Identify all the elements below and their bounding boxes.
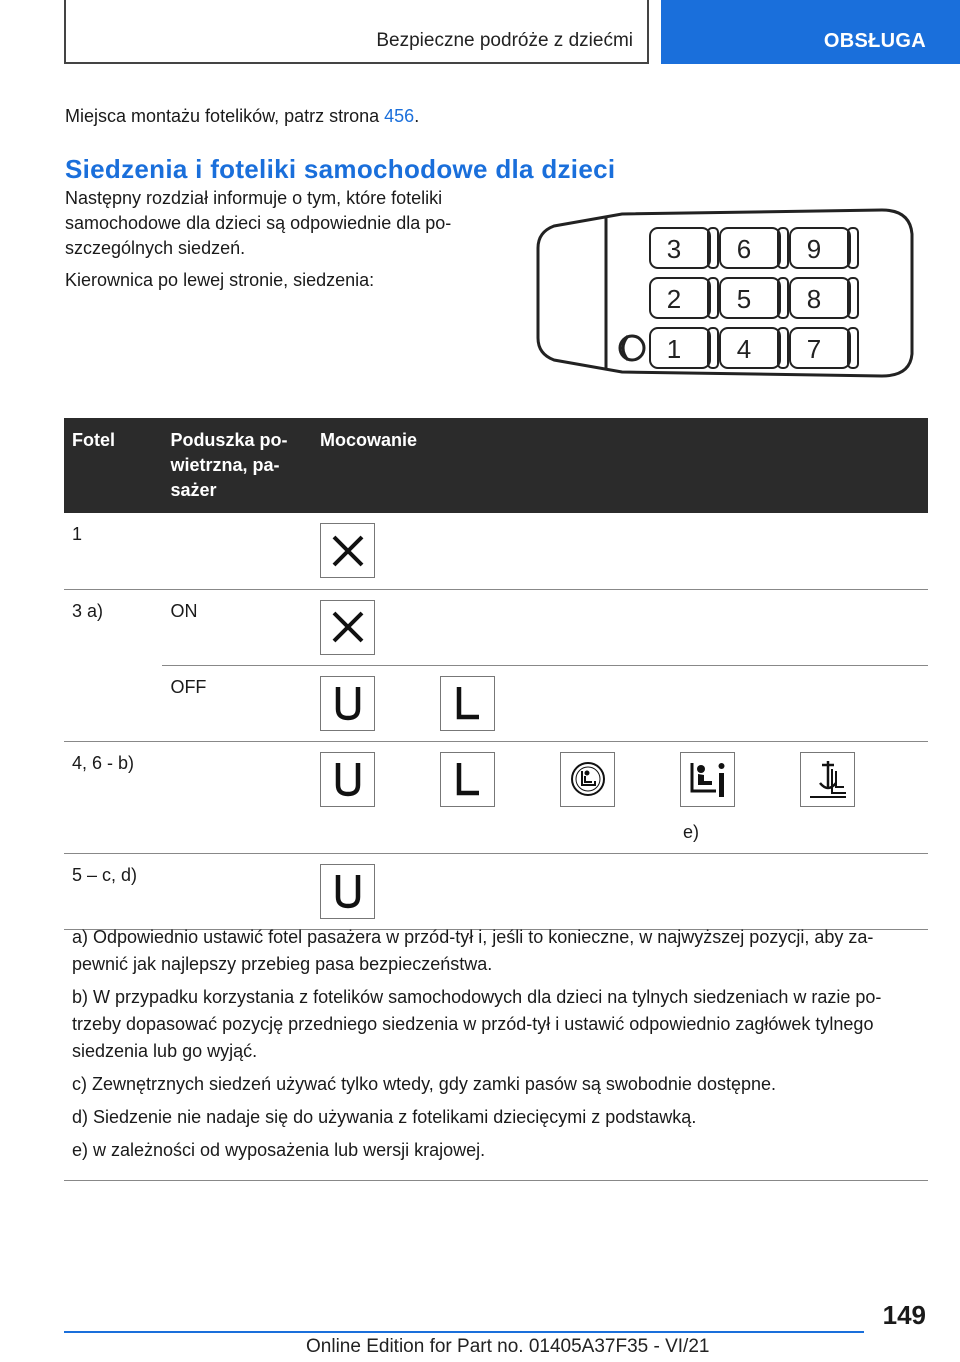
seat-number: 2 bbox=[666, 284, 682, 314]
header-airbag: Poduszka po- wietrzna, pa- sażer bbox=[162, 418, 312, 513]
seat-number: 7 bbox=[806, 334, 822, 364]
table-row bbox=[64, 589, 928, 665]
table-row bbox=[64, 513, 928, 589]
table-row bbox=[64, 741, 928, 853]
cell-seat: 1 bbox=[64, 513, 162, 589]
cell-seat: 3 a) bbox=[64, 589, 162, 741]
cell-airbag: ON bbox=[162, 589, 312, 665]
seat-number: 1 bbox=[666, 334, 682, 364]
section-para-2: Kierownica po lewej stronie, siedzenia: bbox=[65, 270, 375, 290]
page-link[interactable]: 456 bbox=[384, 106, 415, 126]
footnote-c: c) Zewnętrznych siedzeń używać tylko wtedy, gdy zamki pasów są swobodnie dostępne. bbox=[72, 1074, 777, 1094]
cell-seat: 4, 6 - b) bbox=[64, 741, 162, 853]
cell-airbag: OFF bbox=[162, 665, 312, 741]
footnotes bbox=[64, 916, 928, 1181]
table-header-row bbox=[64, 418, 928, 513]
header-title: Bezpieczne podróże z dziećmi bbox=[376, 30, 633, 51]
u-icon bbox=[320, 864, 375, 919]
seat-number: 3 bbox=[666, 234, 682, 264]
u-icon bbox=[320, 752, 375, 807]
note-e: e) bbox=[683, 821, 700, 842]
footer-edition: Online Edition for Part no. 01405A37F35 - VI/21 bbox=[306, 1336, 710, 1357]
footnote-a: a) Odpowiednio ustawić fotel pasażera w przód-tył i, jeśli to konieczne, w najwyższej pozycji, aby za- pewnić jak najlepszy przebieg pasa bezpieczeństwa. bbox=[72, 927, 874, 974]
section-tab-label: OBSŁUGA bbox=[823, 30, 926, 52]
isize-icon bbox=[680, 752, 735, 807]
table-row bbox=[64, 665, 928, 741]
cell-seat: 5 – c, d) bbox=[64, 853, 162, 929]
seat-layout-figure bbox=[532, 204, 922, 382]
seat-number: 4 bbox=[736, 334, 752, 364]
cross-icon bbox=[320, 600, 375, 655]
header-title-box bbox=[64, 0, 649, 64]
page-number: 149 bbox=[882, 1300, 926, 1330]
header-mount: Mocowanie bbox=[312, 418, 928, 513]
footnote-d: d) Siedzenie nie nadaje się do używania z fotelikami dziecięcymi z podstawką. bbox=[72, 1107, 697, 1127]
l-icon bbox=[440, 752, 495, 807]
footer-divider bbox=[64, 1331, 864, 1333]
seat-number: 8 bbox=[806, 284, 822, 314]
header-seat: Fotel bbox=[64, 418, 162, 513]
seat-number: 6 bbox=[736, 234, 752, 264]
steering-wheel-icon bbox=[620, 336, 644, 360]
top-tether-icon bbox=[800, 752, 855, 807]
cell-airbag bbox=[162, 741, 312, 853]
l-icon bbox=[440, 676, 495, 731]
section-para-1: Następny rozdział informuje o tym, które foteliki samochodowe dla dzieci są odpowiednie dla po- szczególnych siedzeń. bbox=[65, 188, 452, 258]
seat-mount-table bbox=[64, 418, 928, 930]
isofix-icon bbox=[560, 752, 615, 807]
footnote-e: e) w zależności od wyposażenia lub wersji krajowej. bbox=[72, 1140, 486, 1160]
section-heading: Siedzenia i foteliki samochodowe dla dzieci bbox=[65, 154, 616, 184]
cross-icon bbox=[320, 523, 375, 578]
intro-text: Miejsca montażu fotelików, patrz strona 456. bbox=[65, 106, 420, 126]
seat-number: 5 bbox=[736, 284, 752, 314]
u-icon bbox=[320, 676, 375, 731]
footnote-b: b) W przypadku korzystania z fotelików samochodowych dla dzieci na tylnych siedzeniach w razie po- trzeby dopasować pozycję przedniego siedzenia w przód-tył i ustawić odpowiednio zagłówek tylnego siedzenia lub go wyjąć. bbox=[72, 987, 882, 1061]
cell-airbag bbox=[162, 513, 312, 589]
section-tab[interactable] bbox=[661, 0, 960, 64]
seat-number: 9 bbox=[806, 234, 822, 264]
